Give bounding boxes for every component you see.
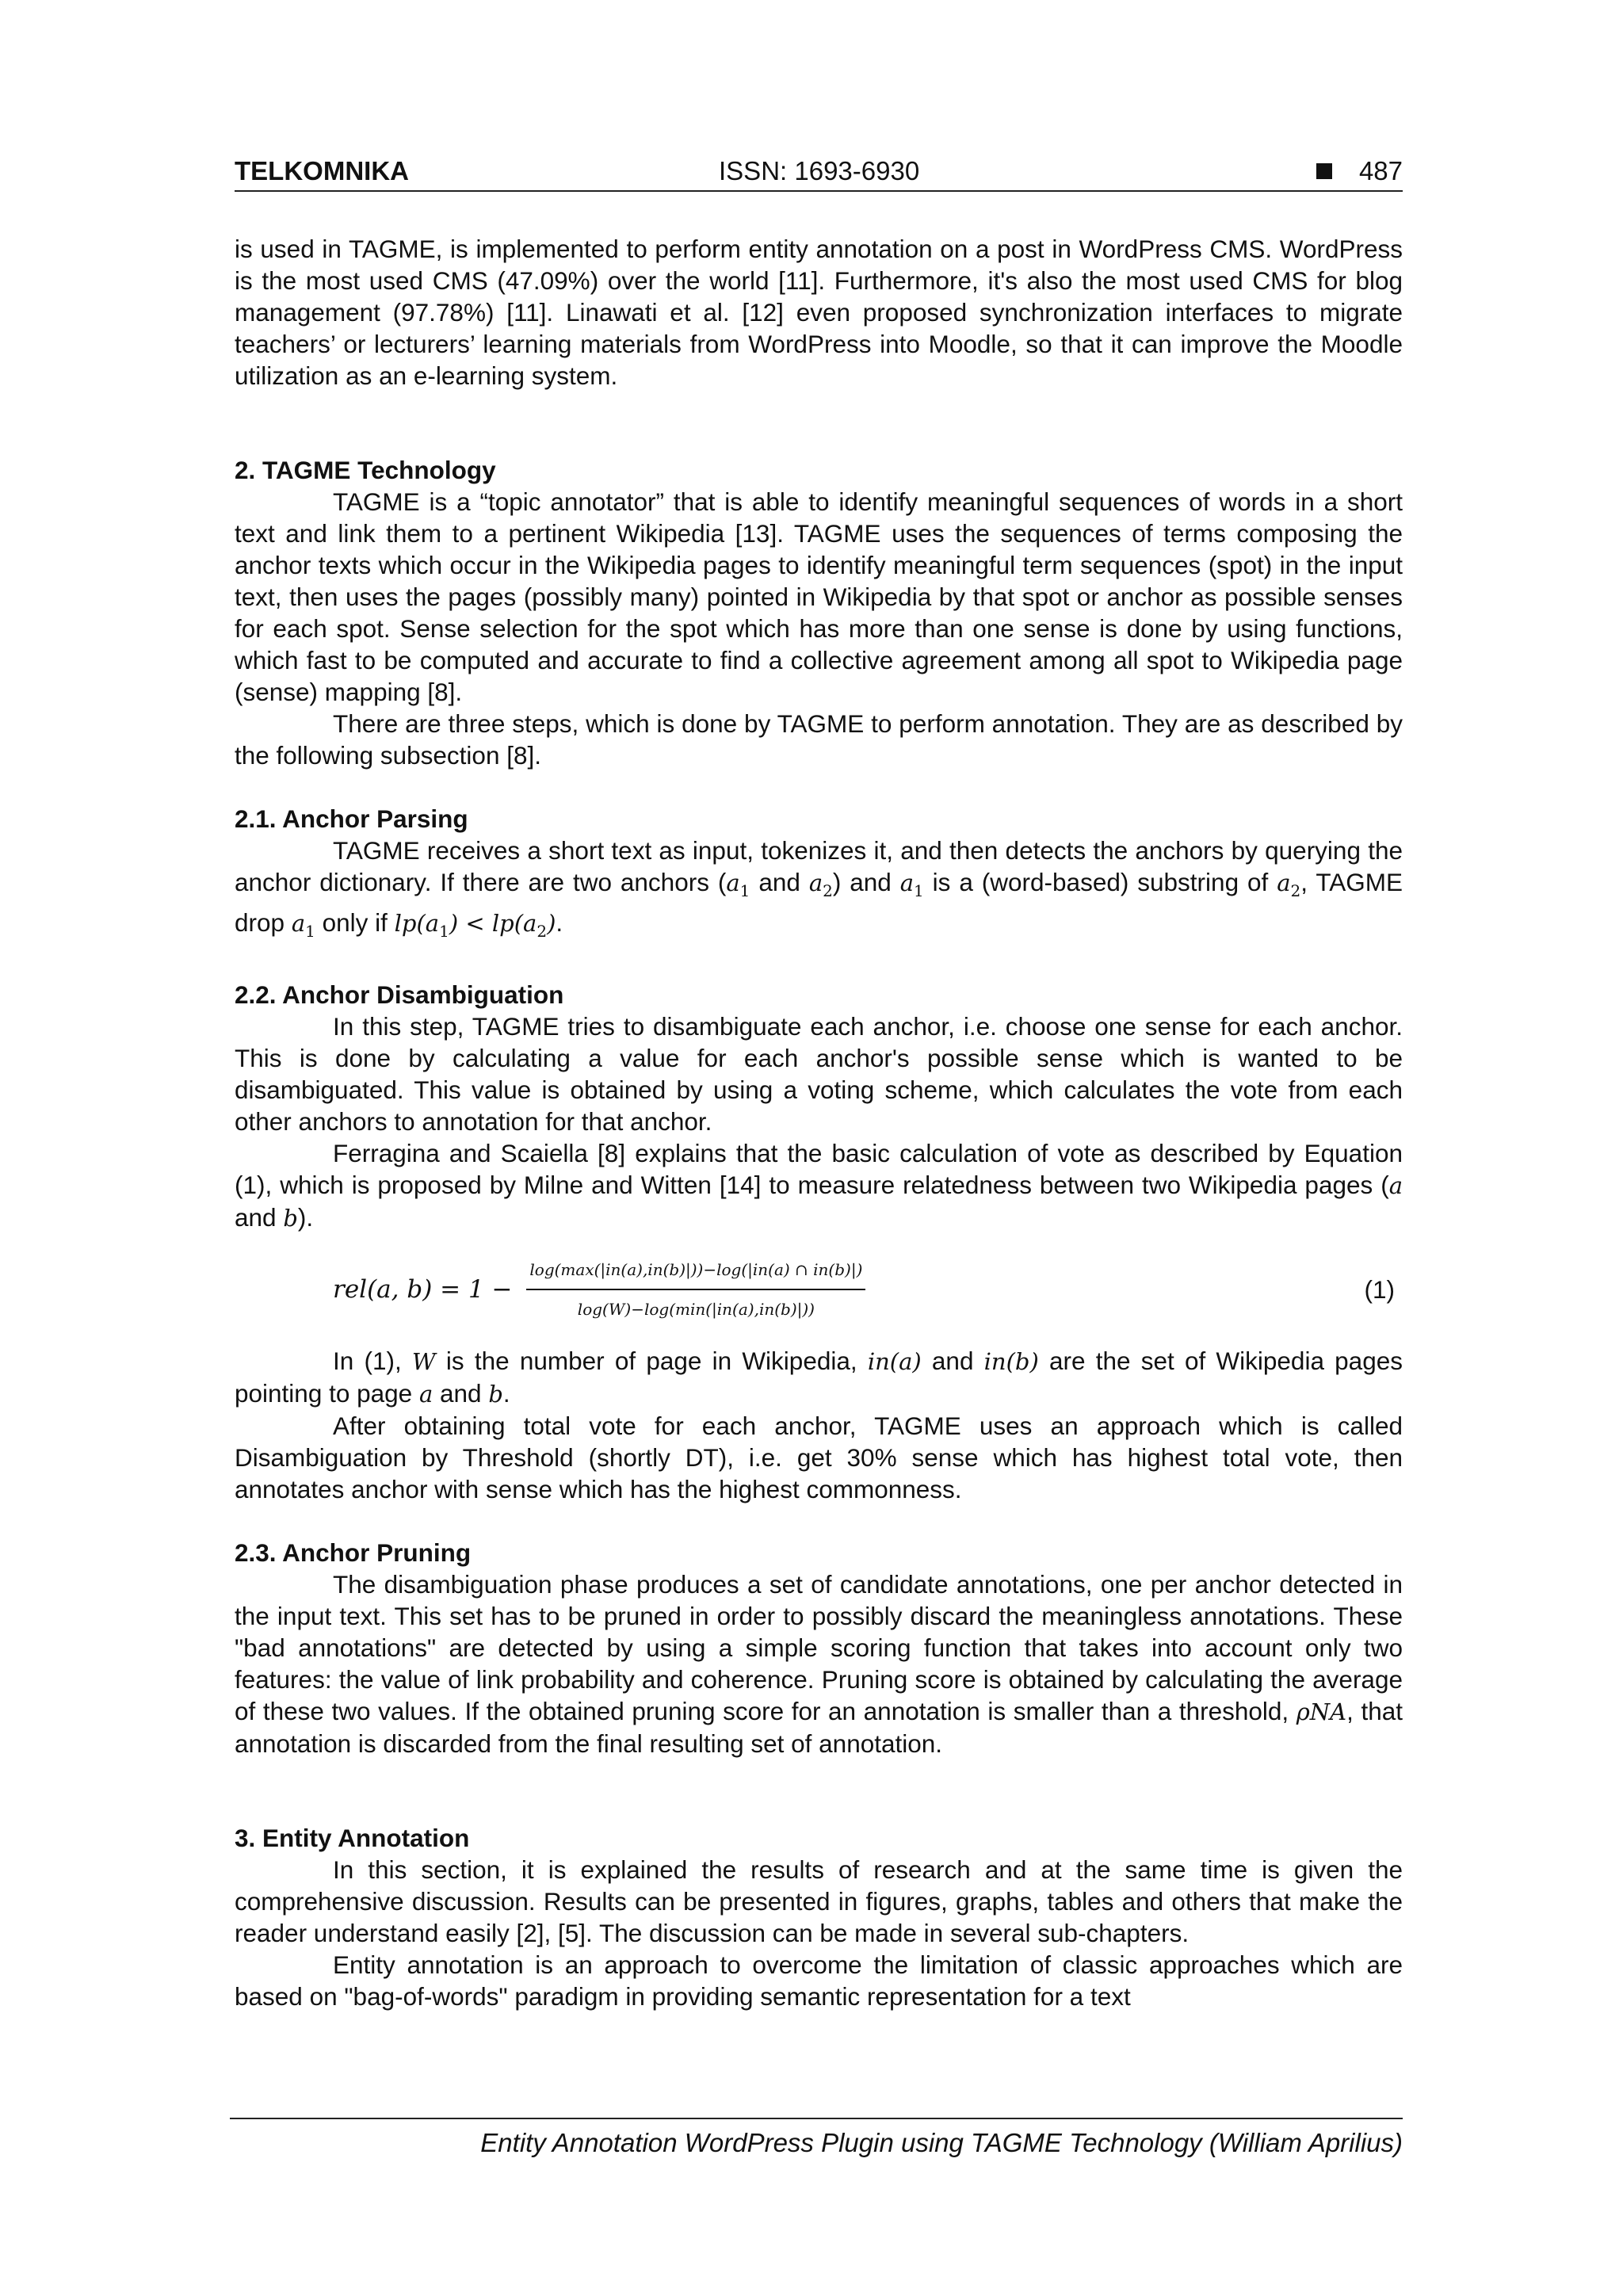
math-a1: $a_1$ <box>291 910 315 941</box>
header-rule <box>235 190 1403 192</box>
running-header <box>235 155 1403 187</box>
section-3-paragraph-1: In this section, it is explained the results of research and at the same time is given the comprehensive discussion. Results can be presented in figures, graphs, tables and others that make the reader understand easily [2], [5]. The discussion can be made in several sub-chapters. <box>235 1855 1403 1947</box>
section-2-3-paragraph: The disambiguation phase produces a set of candidate annotations, one per anchor detected in the input text. This set has to be pruned in order to possibly discard the meaningless annotations. These "bad annotations" are detected by using a simple scoring function that takes into account only two features: the value of link probability and coherence. Pruning score is obtained by calculating the average of these two values. If the obtained pruning score for an annotation is smaller than a threshold, ρNA, that annotation is discarded from the final resulting set of annotation. <box>235 1570 1403 1758</box>
equation-fraction <box>526 1254 865 1325</box>
footer-rule <box>230 2118 1403 2119</box>
section-3-heading: 3. Entity Annotation <box>235 1824 470 1852</box>
section-2-paragraph-2: There are three steps, which is done by TAGME to perform annotation. They are as described by the following subsection [8]. <box>235 709 1403 770</box>
section-3-paragraph-2: Entity annotation is an approach to overcome the limitation of classic approaches which are based on "bag-of-words" paradigm in providing semantic representation for a text <box>235 1950 1403 2011</box>
section-2-2-paragraph-1: In this step, TAGME tries to disambiguate each anchor, i.e. choose one sense for each anchor. This is done by calculating a value for each anchor's possible sense which is wanted to be disambiguated. This value is obtained by using a voting scheme, which calculates the vote from each other anchors to annotation for that anchor. <box>235 1012 1403 1136</box>
black-square-icon <box>1316 163 1332 179</box>
section-2-paragraph-1: TAGME is a “topic annotator” that is able to identify meaningful sequences of words in a short text and link them to a pertinent Wikipedia [13]. TAGME uses the sequences of terms composing the anchor texts which occur in the Wikipedia pages to identify meaningful term sequences (spot) in the input text, then uses the pages (possibly many) pointed in Wikipedia by that spot or anchor as possible senses for each spot. Sense selection for the spot which has more than one sense is done by using functions, which fast to be computed and accurate to find a collective agreement among all spot to Wikipedia page (sense) mapping [8]. <box>235 487 1403 706</box>
page-number: 487 <box>1358 156 1403 185</box>
section-2-2-heading: 2.2. Anchor Disambiguation <box>235 980 564 1009</box>
body-text <box>235 233 1403 2012</box>
equation-lhs: rel(a, b) = 1 − <box>333 1275 521 1304</box>
math-a2: $a_2$ <box>808 869 833 900</box>
page-number-group <box>1316 155 1403 187</box>
section-2-heading: 2. TAGME Technology <box>235 456 496 484</box>
section-2-2-paragraph-3: In (1), W is the number of page in Wikipedia, in(a) and in(b) are the set of Wikipedia pages pointing to page a and b. <box>235 1347 1403 1408</box>
intro-paragraph: is used in TAGME, is implemented to perform entity annotation on a post in WordPress CMS. WordPress is the most used CMS (47.09%) over the world [11]. Furthermore, it's also the most used CMS for blog management (97.78%) [11]. Linawati et al. [12] even proposed synchronization interfaces to migrate teachers’ or lecturers’ learning materials from WordPress into Moodle, so that it can improve the Moodle utilization as an e-learning system. <box>235 235 1403 390</box>
issn-label: ISSN: 1693-6930 <box>719 156 920 185</box>
section-2-2-paragraph-2: Ferragina and Scaiella [8] explains that the basic calculation of vote as described by Equation (1), which is proposed by Milne and Witten [14] to measure relatedness between two Wikipedia pages (a and b). <box>235 1139 1403 1232</box>
section-2-1-heading: 2.1. Anchor Parsing <box>235 804 468 833</box>
math-lp-inequality: $lp(a_1) < lp(a_2)$ <box>394 910 556 941</box>
running-footer: Entity Annotation WordPress Plugin using TAGME Technology (William Aprilius) <box>480 2128 1403 2157</box>
math-a1: $a_1$ <box>899 869 924 900</box>
equation-number: (1) <box>1364 1275 1395 1304</box>
math-a1: $a_1$ <box>726 869 750 900</box>
section-2-3-heading: 2.3. Anchor Pruning <box>235 1538 472 1567</box>
equation-numerator: log(max(|in(a),in(b)|))−log(|in(a) ∩ in(b)|) <box>526 1254 865 1290</box>
equation-denominator: log(W)−log(min(|in(a),in(b)|)) <box>577 1300 815 1319</box>
equation-1 <box>235 1248 1403 1331</box>
math-a2: $a_2$ <box>1277 869 1301 900</box>
section-2-2-paragraph-4: After obtaining total vote for each anchor, TAGME uses an approach which is called Disambiguation by Threshold (shortly DT), i.e. get 30% sense which has highest total vote, then annotates anchor with sense which has the highest commonness. <box>235 1412 1403 1503</box>
journal-name: TELKOMNIKA <box>235 156 409 185</box>
section-2-1-paragraph: TAGME receives a short text as input, tokenizes it, and then detects the anchors by querying the anchor dictionary. If there are two anchors ($a_1$ and $a_2$) and $a_1$ is a (word-based) substring of $a_2$, TAGME drop $a_1$ only if $lp(a_1) < lp(a_2)$. <box>235 836 1403 941</box>
